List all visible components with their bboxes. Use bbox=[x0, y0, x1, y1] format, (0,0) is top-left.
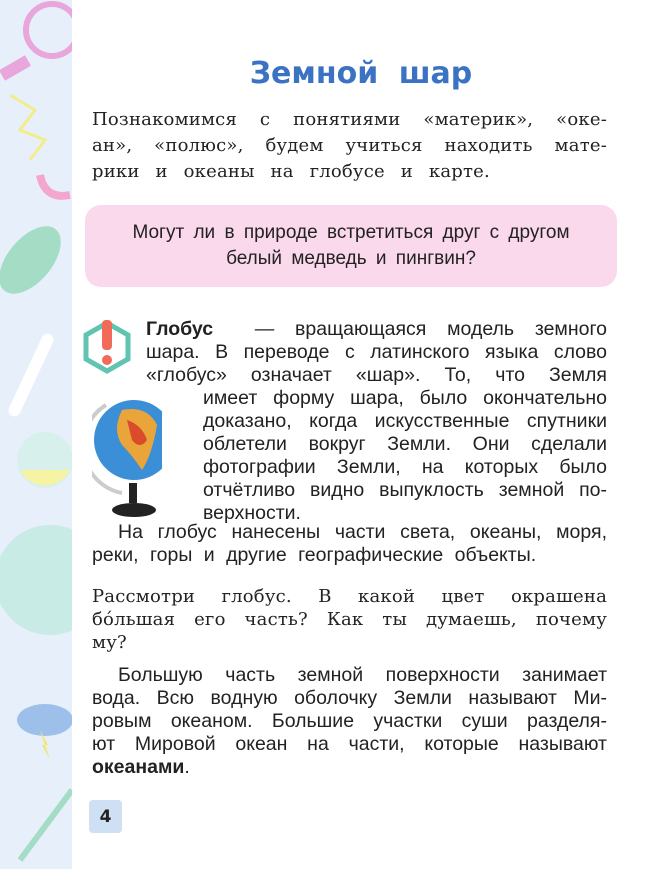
text-line: отчётливо видно выпуклость земной по- bbox=[203, 479, 607, 501]
text-line: Познакомимся с понятиями «материк», «оке- bbox=[92, 109, 607, 130]
text-line: фотографии Земли, на которых было bbox=[203, 456, 607, 478]
page-number: 4 bbox=[89, 800, 122, 833]
globe-image bbox=[92, 385, 162, 520]
globe-description bbox=[203, 387, 607, 525]
science-doodles-icon bbox=[0, 0, 72, 869]
text-line: ровым океаном. Большие участки суши разделя- bbox=[92, 710, 607, 732]
ocean-paragraph bbox=[92, 664, 607, 779]
text-line: доказано, когда искусственные спутники bbox=[203, 410, 607, 432]
term-globus: Глобус bbox=[146, 318, 214, 340]
text-line: му? bbox=[92, 632, 127, 653]
intro-paragraph bbox=[92, 107, 607, 185]
text-line: Большую часть земной поверхности занимает bbox=[118, 664, 607, 686]
text-line: шара. В переводе с латинского языка слово bbox=[146, 341, 607, 363]
text-line bbox=[92, 756, 607, 779]
text-line: «глобус» означает «шар». То, что Земля bbox=[146, 364, 607, 386]
definition-text: — вращающаяся модель земного bbox=[254, 318, 607, 340]
question-box bbox=[85, 205, 617, 287]
page-title: Земной шар bbox=[249, 56, 473, 91]
text-line: вода. Всю водную оболочку Земли называют Ми- bbox=[92, 687, 607, 709]
text-line: бóльшая его часть? Как ты думаешь, почему bbox=[92, 609, 607, 630]
text-line: верхности. bbox=[203, 502, 301, 524]
text-line: реки, горы и другие географические объекты. bbox=[92, 544, 537, 566]
text-line: облетели вокруг Земли. Они сделали bbox=[203, 433, 607, 455]
text-line: имеет форму шара, было окончательно bbox=[203, 387, 607, 409]
question-line: Могут ли в природе встретиться друг с другом bbox=[132, 222, 570, 243]
globe-definition bbox=[146, 318, 607, 387]
decorative-sidebar bbox=[0, 0, 72, 869]
term-oceans: океанами bbox=[92, 756, 185, 778]
text-line: рики и океаны на глобусе и карте. bbox=[92, 161, 490, 182]
text-line: На глобус нанесены части света, океаны, моря, bbox=[118, 521, 607, 543]
globe-features-paragraph bbox=[92, 521, 607, 567]
period: . bbox=[184, 756, 190, 778]
task-paragraph bbox=[92, 585, 607, 654]
text-line: Рассмотри глобус. В какой цвет окрашена bbox=[92, 586, 607, 607]
text-line: ют Мировой океан на части, которые называют bbox=[92, 733, 607, 755]
text-line: ан», «полюс», будем учиться находить мате- bbox=[92, 135, 607, 156]
exclamation-icon bbox=[82, 318, 132, 376]
text-line bbox=[146, 318, 607, 341]
question-line: белый медведь и пингвин? bbox=[226, 248, 476, 269]
